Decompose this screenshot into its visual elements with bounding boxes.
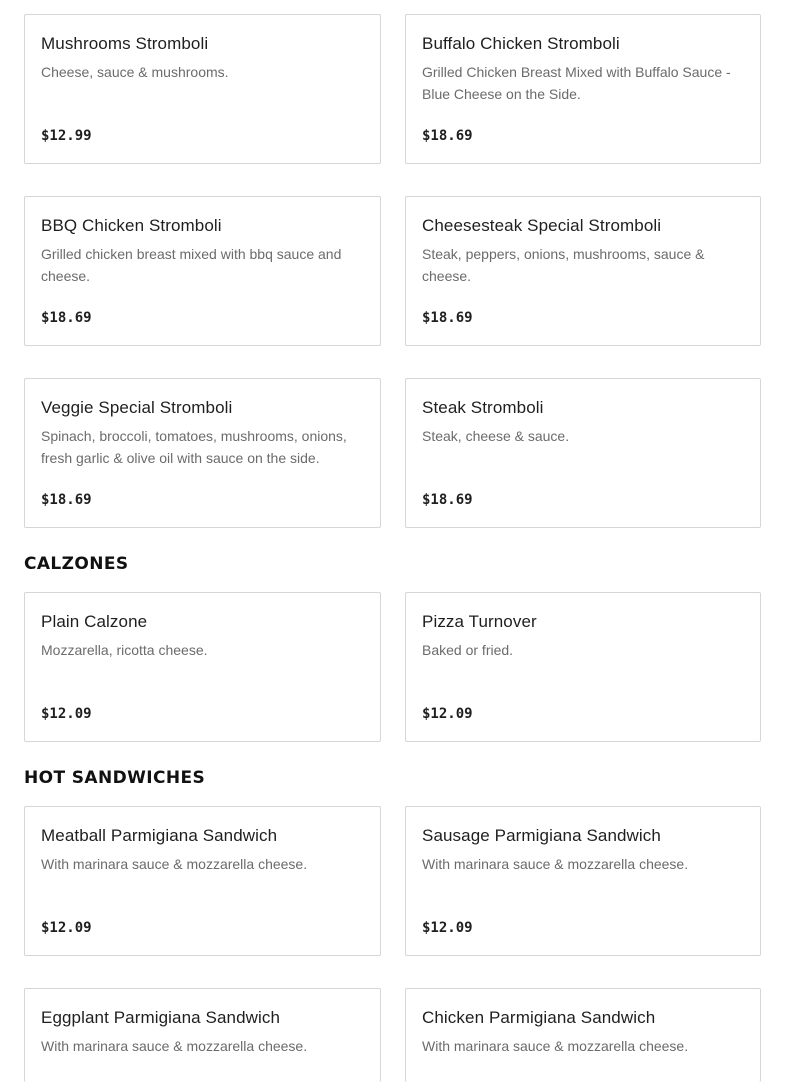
section-heading-hot-sandwiches: HOT SANDWICHES: [24, 768, 206, 788]
menu-item-description: With marinara sauce & mozzarella cheese.: [41, 1038, 308, 1054]
menu-item-name: Buffalo Chicken Stromboli: [422, 34, 620, 53]
menu-item-description: Mozzarella, ricotta cheese.: [41, 642, 208, 658]
menu-item-description: Cheese, sauce & mushrooms.: [41, 64, 229, 80]
menu-item-name: Plain Calzone: [41, 612, 148, 631]
menu-item-card[interactable]: [24, 988, 381, 1082]
menu-item-card[interactable]: [405, 196, 761, 346]
menu-item-price: $12.99: [41, 128, 92, 144]
menu-item-description: Steak, peppers, onions, mushrooms, sauce & cheese.: [422, 246, 705, 284]
menu-item-name: Steak Stromboli: [422, 398, 544, 417]
menu-item-card[interactable]: [24, 806, 381, 956]
menu-item-price: $12.09: [422, 706, 473, 722]
menu-item-card[interactable]: [405, 592, 761, 742]
menu-item-name: Chicken Parmigiana Sandwich: [422, 1008, 656, 1027]
menu-item-name: Eggplant Parmigiana Sandwich: [41, 1008, 281, 1027]
menu-item-card[interactable]: [405, 14, 761, 164]
menu-item-price: $12.09: [41, 706, 92, 722]
menu-item-name: Mushrooms Stromboli: [41, 34, 209, 53]
menu-item-price: $12.09: [422, 920, 473, 936]
menu-item-card[interactable]: [24, 378, 381, 528]
menu-item-price: $18.69: [422, 492, 473, 508]
menu-item-name: Cheesesteak Special Stromboli: [422, 216, 662, 235]
menu-item-price: $18.69: [422, 128, 473, 144]
menu-item-card[interactable]: [405, 988, 761, 1082]
menu-item-name: Veggie Special Stromboli: [41, 398, 233, 417]
menu-item-card[interactable]: [405, 806, 761, 956]
menu-item-description: With marinara sauce & mozzarella cheese.: [41, 856, 308, 872]
menu-item-card[interactable]: [24, 592, 381, 742]
menu-item-card[interactable]: [405, 378, 761, 528]
menu-item-name: BBQ Chicken Stromboli: [41, 216, 222, 235]
menu-item-description: Grilled chicken breast mixed with bbq sauce and cheese.: [41, 246, 342, 284]
menu-item-description: With marinara sauce & mozzarella cheese.: [422, 856, 689, 872]
menu-item-price: $18.69: [41, 310, 92, 326]
menu-item-description: With marinara sauce & mozzarella cheese.: [422, 1038, 689, 1054]
menu-item-price: $12.09: [41, 920, 92, 936]
menu-item-description: Spinach, broccoli, tomatoes, mushrooms, onions, fresh garlic & olive oil with sauce on the side.: [41, 428, 347, 466]
menu-item-name: Pizza Turnover: [422, 612, 537, 631]
menu-item-name: Sausage Parmigiana Sandwich: [422, 826, 661, 845]
menu-item-description: Steak, cheese & sauce.: [422, 428, 570, 444]
menu-item-name: Meatball Parmigiana Sandwich: [41, 826, 278, 845]
menu-item-description: Grilled Chicken Breast Mixed with Buffalo Sauce - Blue Cheese on the Side.: [422, 64, 731, 102]
menu-item-card[interactable]: [24, 196, 381, 346]
menu-item-price: $18.69: [41, 492, 92, 508]
menu-item-card[interactable]: [24, 14, 381, 164]
section-heading-calzones: CALZONES: [24, 554, 129, 574]
menu-item-price: $18.69: [422, 310, 473, 326]
menu-item-description: Baked or fried.: [422, 642, 514, 658]
